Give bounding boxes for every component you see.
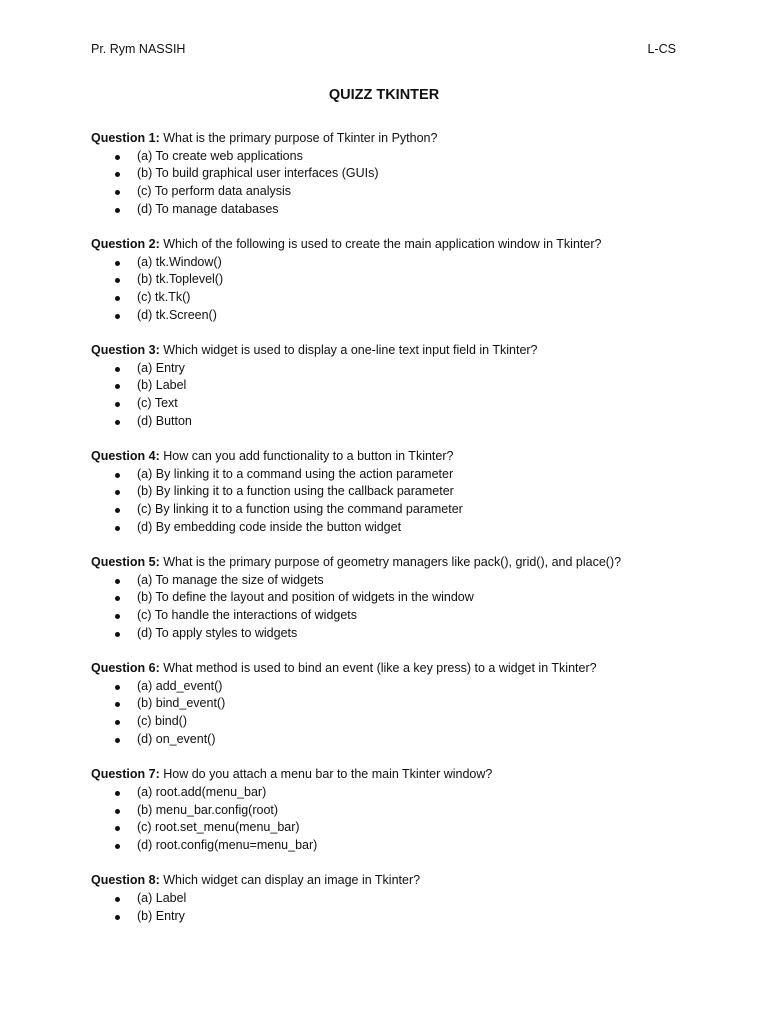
question-text (91, 554, 711, 572)
answer-options (91, 360, 711, 431)
answer-option: (d) on_event() (91, 731, 711, 749)
page-title: QUIZZ TKINTER (328, 87, 440, 103)
question-block (91, 554, 711, 643)
answer-option: (d) tk.Screen() (91, 307, 711, 325)
answer-option: (c) tk.Tk() (91, 289, 711, 307)
question-prompt: Which widget is used to display a one-line text input field in Tkinter? (159, 343, 538, 358)
answer-option: (c) To handle the interactions of widgets (91, 607, 711, 625)
answer-option: (c) To perform data analysis (91, 183, 711, 201)
course-code: L-CS (647, 42, 676, 56)
question-block (91, 872, 711, 925)
question-text (91, 130, 711, 148)
question-block (91, 130, 711, 219)
answer-option: (d) To manage databases (91, 201, 711, 219)
answer-option: (d) Button (91, 413, 711, 431)
question-text (91, 660, 711, 678)
question-text (91, 236, 711, 254)
answer-option: (c) By linking it to a function using the command parameter (91, 501, 711, 519)
question-number: Question 1: (91, 131, 160, 145)
question-text (91, 342, 711, 360)
question-block (91, 660, 711, 749)
answer-options (91, 890, 711, 925)
question-number: Question 4: (91, 449, 160, 464)
answer-option: (b) To build graphical user interfaces (GUIs) (91, 165, 711, 183)
question-number: Question 3: (91, 343, 160, 358)
answer-option: (b) To define the layout and position of widgets in the window (91, 589, 711, 607)
question-prompt: How can you add functionality to a button in Tkinter? (159, 449, 454, 464)
question-number: Question 6: (91, 661, 160, 676)
question-list (91, 130, 711, 943)
answer-option: (c) Text (91, 395, 711, 413)
answer-options (91, 572, 711, 643)
answer-option: (a) By linking it to a command using the action parameter (91, 466, 711, 484)
question-number: Question 7: (91, 767, 160, 782)
question-block (91, 236, 711, 325)
answer-option: (c) root.set_menu(menu_bar) (91, 819, 711, 837)
answer-option: (b) Label (91, 377, 711, 395)
answer-option: (a) To manage the size of widgets (91, 572, 711, 590)
question-text (91, 872, 711, 890)
question-number: Question 2: (91, 237, 160, 252)
question-block (91, 342, 711, 431)
question-prompt: Which of the following is used to create the main application window in Tkinter? (159, 237, 602, 252)
answer-option: (a) Entry (91, 360, 711, 378)
answer-options (91, 678, 711, 749)
answer-options (91, 466, 711, 537)
answer-option: (b) By linking it to a function using the callback parameter (91, 483, 711, 501)
author-name: Pr. Rym NASSIH (91, 42, 186, 56)
question-prompt: What method is used to bind an event (like a key press) to a widget in Tkinter? (159, 661, 597, 676)
question-block (91, 766, 711, 855)
answer-options (91, 148, 711, 219)
answer-option: (a) tk.Window() (91, 254, 711, 272)
question-prompt: How do you attach a menu bar to the main Tkinter window? (159, 767, 493, 782)
answer-option: (b) menu_bar.config(root) (91, 802, 711, 820)
question-prompt: What is the primary purpose of Tkinter in Python? (159, 131, 438, 145)
question-prompt: Which widget can display an image in Tkinter? (159, 873, 421, 888)
answer-option: (a) root.add(menu_bar) (91, 784, 711, 802)
answer-option: (a) add_event() (91, 678, 711, 696)
answer-option: (d) By embedding code inside the button widget (91, 519, 711, 537)
answer-option: (a) Label (91, 890, 711, 908)
question-number: Question 5: (91, 555, 160, 570)
question-prompt: What is the primary purpose of geometry managers like pack(), grid(), and place()? (159, 555, 622, 570)
answer-option: (c) bind() (91, 713, 711, 731)
answer-options (91, 784, 711, 855)
question-text (91, 448, 711, 466)
answer-options (91, 254, 711, 325)
answer-option: (d) root.config(menu=menu_bar) (91, 837, 711, 855)
question-block (91, 448, 711, 537)
question-text (91, 766, 711, 784)
answer-option: (a) To create web applications (91, 148, 711, 166)
answer-option: (d) To apply styles to widgets (91, 625, 711, 643)
answer-option: (b) tk.Toplevel() (91, 271, 711, 289)
question-number: Question 8: (91, 873, 160, 888)
answer-option: (b) Entry (91, 908, 711, 926)
answer-option: (b) bind_event() (91, 695, 711, 713)
